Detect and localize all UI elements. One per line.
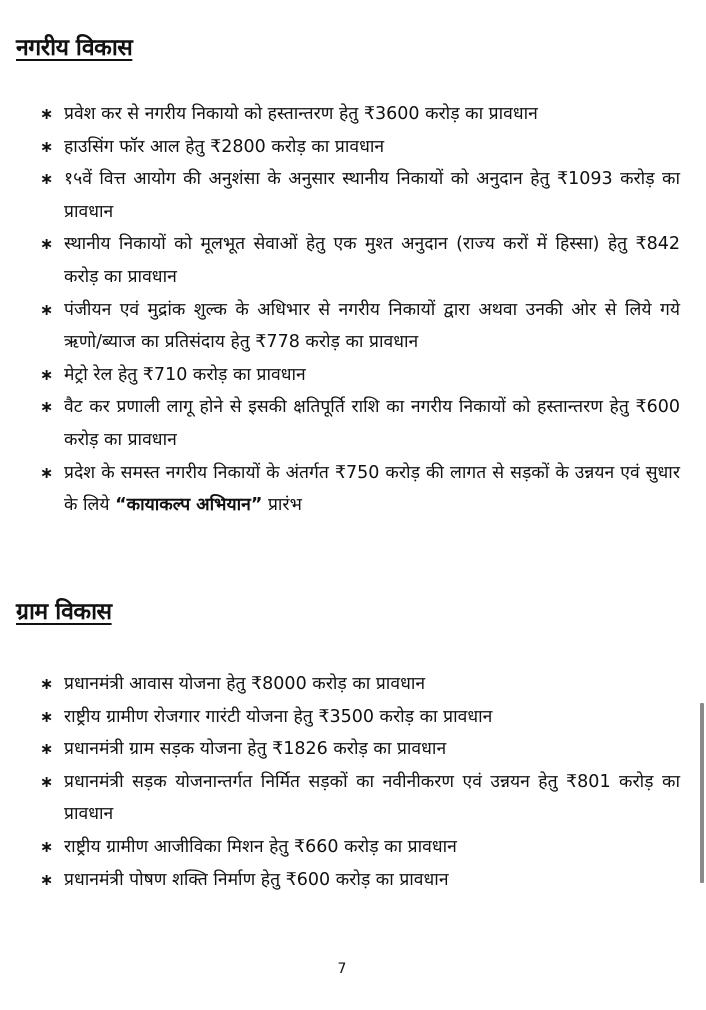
asterisk-bullet-icon: ∗ [40, 136, 54, 156]
page-number: 7 [337, 961, 347, 977]
asterisk-bullet-icon: ∗ [40, 299, 54, 319]
list-item: ∗ स्थानीय निकायों को मूलभूत सेवाओं हेतु एक मुश्त अनुदान (राज्य करों में हिस्सा) हेतु ₹842 करोड़ का प्रावधान [40, 228, 680, 293]
vertical-scrollbar[interactable] [700, 703, 704, 883]
list-item: ∗ प्रधानमंत्री पोषण शक्ति निर्माण हेतु ₹600 करोड़ का प्रावधान [40, 864, 680, 897]
asterisk-bullet-icon: ∗ [40, 397, 54, 417]
list-item: ∗ मेट्रो रेल हेतु ₹710 करोड़ का प्रावधान [40, 359, 680, 392]
asterisk-bullet-icon: ∗ [40, 771, 54, 791]
kayakalp-abhiyan-emphasis: “कायाकल्प अभियान” [115, 495, 263, 516]
list-item: ∗ प्रधानमंत्री ग्राम सड़क योजना हेतु ₹1826 करोड़ का प्रावधान [40, 733, 680, 766]
list-item: ∗ १५वें वित्त आयोग की अनुशंसा के अनुसार स्थानीय निकायों को अनुदान हेतु ₹1093 करोड़ का प्रावधान [40, 163, 680, 228]
asterisk-bullet-icon: ∗ [40, 462, 54, 482]
asterisk-bullet-icon: ∗ [40, 739, 54, 759]
asterisk-bullet-icon: ∗ [40, 869, 54, 889]
section-heading-urban-development: नगरीय विकास [16, 35, 133, 61]
asterisk-bullet-icon: ∗ [40, 836, 54, 856]
list-item: ∗ प्रदेश के समस्त नगरीय निकायों के अंतर्गत ₹750 करोड़ की लागत से सड़कों के उन्नयन एवं सुधार के लिये “कायाकल्प अभियान” प्रारंभ [40, 457, 680, 522]
list-item: ∗ हाउसिंग फॉर आल हेतु ₹2800 करोड़ का प्रावधान [40, 131, 680, 164]
asterisk-bullet-icon: ∗ [40, 364, 54, 384]
list-item: ∗ पंजीयन एवं मुद्रांक शुल्क के अधिभार से नगरीय निकायों द्वारा अथवा उनकी ओर से लिये गये ऋणो/ब्याज का प्रतिसंदाय हेतु ₹778 करोड़ का प्रावधान [40, 294, 680, 359]
asterisk-bullet-icon: ∗ [40, 169, 54, 189]
list-item: ∗ वैट कर प्रणाली लागू होने से इसकी क्षतिपूर्ति राशि का नगरीय निकायों को हस्तान्तरण हेतु ₹600 करोड़ का प्रावधान [40, 391, 680, 456]
asterisk-bullet-icon: ∗ [40, 234, 54, 254]
asterisk-bullet-icon: ∗ [40, 104, 54, 123]
rural-development-list [40, 668, 680, 896]
list-item: ∗ प्रवेश कर से नगरीय निकायो को हस्तान्तरण हेतु ₹3600 करोड़ का प्रावधान [40, 98, 680, 131]
list-item: ∗ राष्ट्रीय ग्रामीण रोजगार गारंटी योजना हेतु ₹3500 करोड़ का प्रावधान [40, 701, 680, 734]
list-item: ∗ राष्ट्रीय ग्रामीण आजीविका मिशन हेतु ₹660 करोड़ का प्रावधान [40, 831, 680, 864]
asterisk-bullet-icon: ∗ [40, 674, 54, 693]
section-heading-rural-development: ग्राम विकास [16, 599, 112, 625]
list-item: ∗ प्रधानमंत्री सड़क योजनान्तर्गत निर्मित सड़कों का नवीनीकरण एवं उन्नयन हेतु ₹801 करोड़ का प्रावधान [40, 766, 680, 831]
urban-development-list [40, 98, 680, 522]
list-item: ∗ प्रधानमंत्री आवास योजना हेतु ₹8000 करोड़ का प्रावधान [40, 668, 680, 701]
asterisk-bullet-icon: ∗ [40, 706, 54, 726]
